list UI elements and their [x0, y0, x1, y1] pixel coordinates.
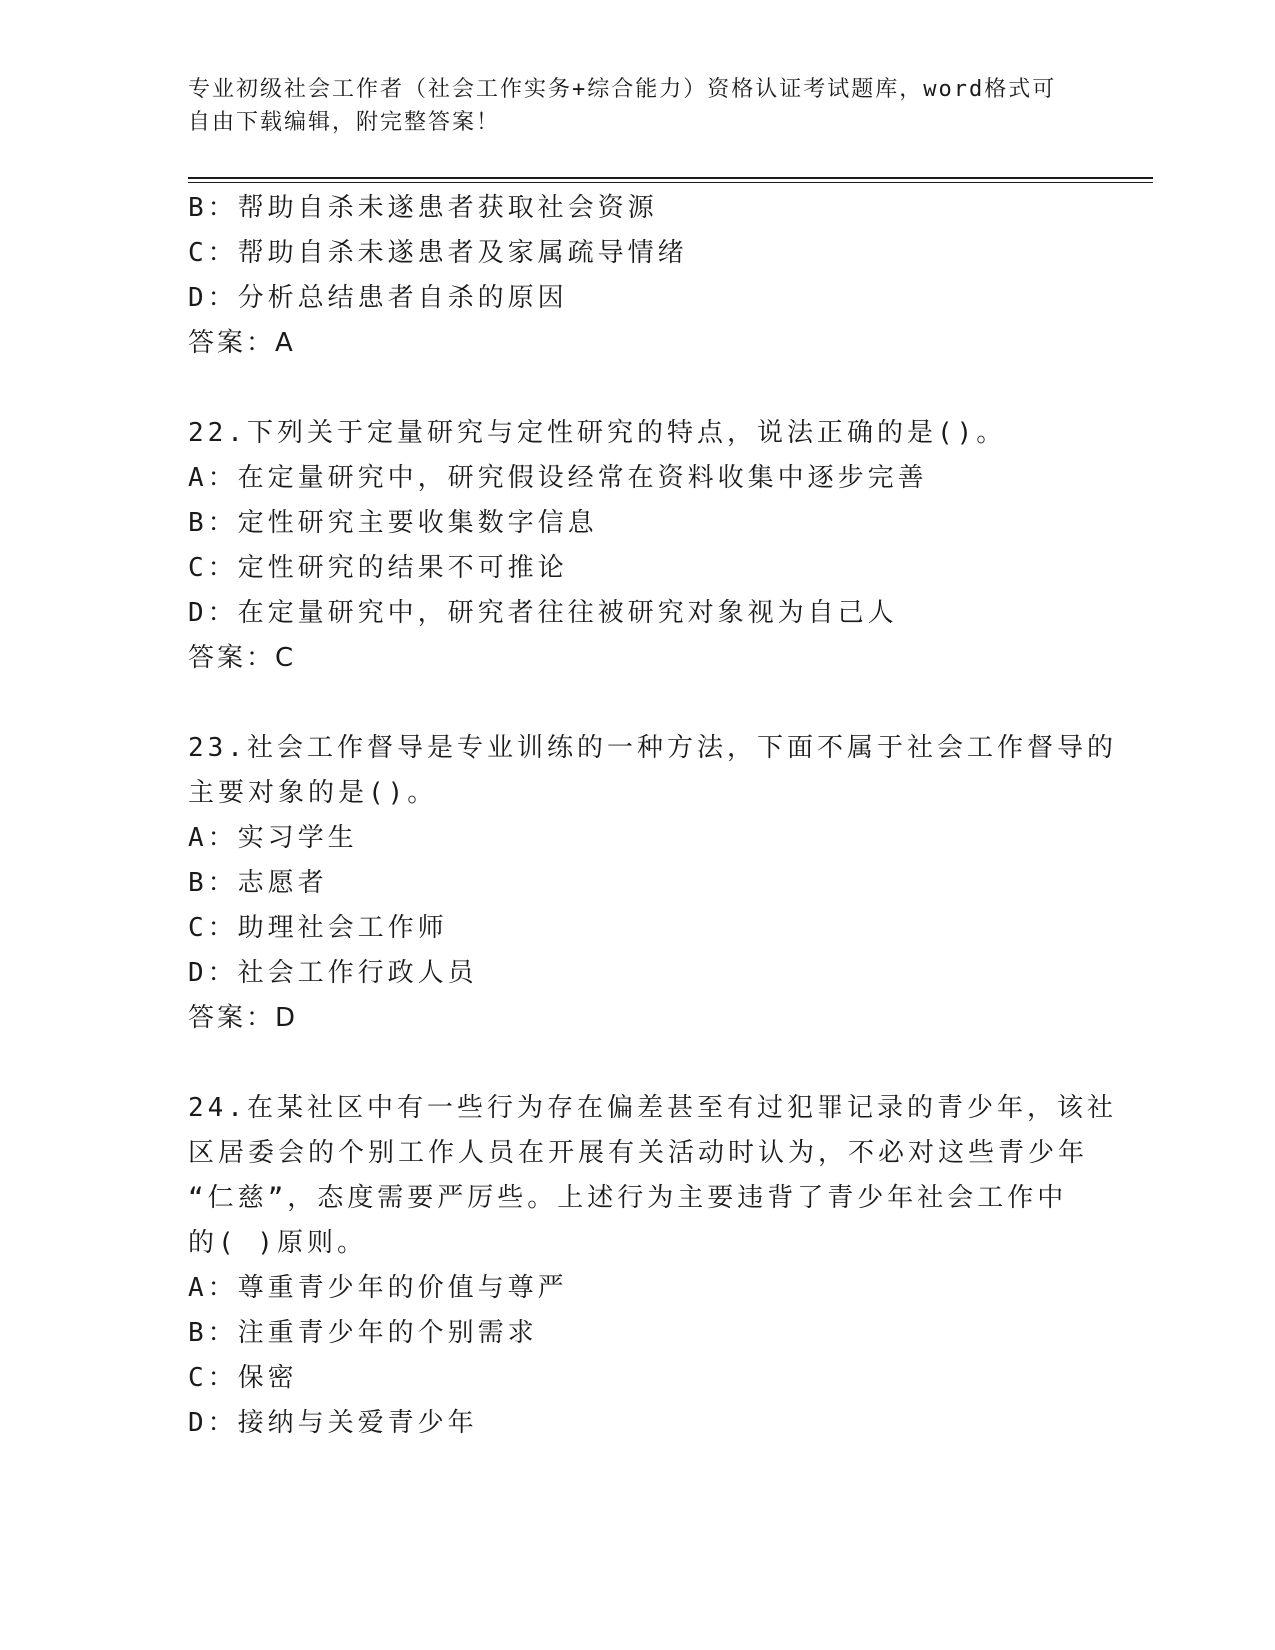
- q24-stem-line-2: 区居委会的个别工作人员在开展有关活动时认为，不必对这些青少年: [188, 1138, 1089, 1168]
- q23-option-b: B：志愿者: [188, 868, 328, 898]
- document-header: [188, 73, 1088, 139]
- q24-option-d: D：接纳与关爱青少年: [188, 1408, 478, 1438]
- q24-option-a: A：尊重青少年的价值与尊严: [188, 1273, 568, 1303]
- q21-answer: 答案：A: [188, 328, 296, 358]
- q24-stem-line-1: 24.在某社区中有一些行为存在偏差甚至有过犯罪记录的青少年，该社: [188, 1093, 1117, 1123]
- q23-answer: 答案：D: [188, 1003, 299, 1033]
- header-divider-thick: [188, 177, 1153, 179]
- header-divider-thin: [188, 182, 1153, 183]
- q22-option-d: D：在定量研究中，研究者往往被研究对象视为自己人: [188, 598, 898, 628]
- q23-option-a: A：实习学生: [188, 823, 358, 853]
- q22-option-c: C：定性研究的结果不可推论: [188, 553, 568, 583]
- q24-option-b: B：注重青少年的个别需求: [188, 1318, 538, 1348]
- q23-option-d: D：社会工作行政人员: [188, 958, 478, 988]
- q23-option-c: C：助理社会工作师: [188, 913, 448, 943]
- q22-stem: 22.下列关于定量研究与定性研究的特点，说法正确的是()。: [188, 418, 1007, 448]
- q22-option-b: B：定性研究主要收集数字信息: [188, 508, 598, 538]
- q22-option-a: A：在定量研究中，研究假设经常在资料收集中逐步完善: [188, 463, 928, 493]
- q23-stem-line-2: 主要对象的是()。: [188, 778, 438, 808]
- header-title-line-1: 专业初级社会工作者（社会工作实务+综合能力）资格认证考试题库，word格式可: [188, 77, 1057, 102]
- q23-stem-line-1: 23.社会工作督导是专业训练的一种方法，下面不属于社会工作督导的: [188, 733, 1117, 763]
- q21-option-b: B：帮助自杀未遂患者获取社会资源: [188, 193, 658, 223]
- q24-option-c: C：保密: [188, 1363, 298, 1393]
- q22-answer: 答案：C: [188, 643, 297, 673]
- q21-option-d: D：分析总结患者自杀的原因: [188, 283, 568, 313]
- q21-option-c: C：帮助自杀未遂患者及家属疏导情绪: [188, 238, 688, 268]
- header-title-line-2: 自由下载编辑，附完整答案！: [188, 110, 501, 135]
- q24-stem-line-3: “仁慈”，态度需要严厉些。上述行为主要违背了青少年社会工作中: [188, 1183, 1068, 1213]
- q24-stem-line-4: 的( )原则。: [188, 1228, 367, 1258]
